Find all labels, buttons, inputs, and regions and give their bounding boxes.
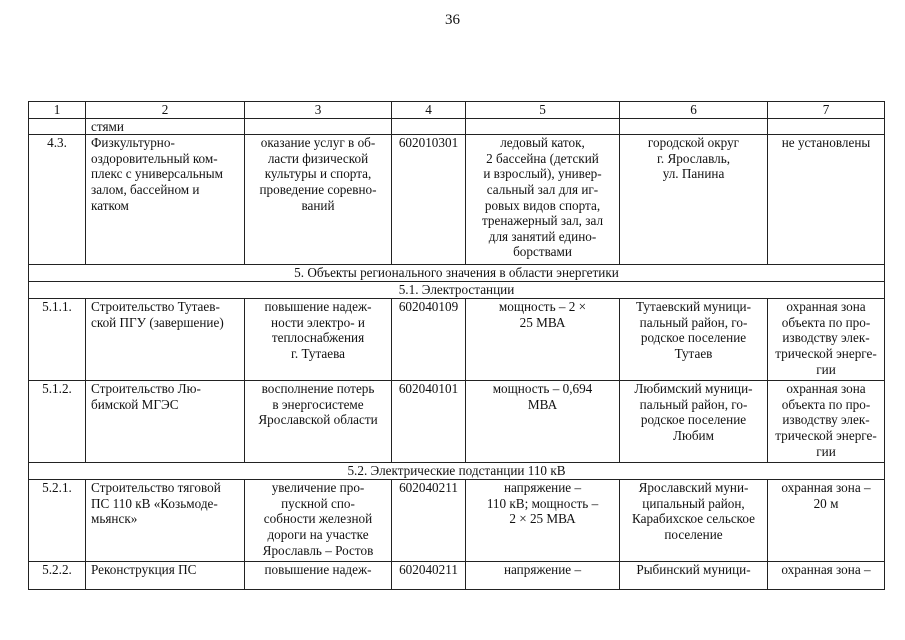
- purpose-cell: [245, 381, 392, 463]
- zone-cell: [768, 299, 885, 381]
- location-line: г. Ярославль,: [656, 150, 731, 166]
- location-cell: [620, 562, 768, 590]
- regional-objects-table: [28, 101, 885, 590]
- purpose-cell: [245, 480, 392, 562]
- object-name-cell: [86, 480, 245, 562]
- table-row: [29, 381, 885, 463]
- purpose-line: повышение надеж-: [264, 299, 372, 315]
- table-row: [29, 562, 885, 590]
- purpose-cell: [245, 562, 392, 590]
- location-line: Карабихское сельское: [631, 511, 756, 527]
- object-name-line: залом, бассейном и: [91, 181, 200, 197]
- table-row: [29, 299, 885, 381]
- zone-line: трической энерге-: [775, 345, 877, 361]
- location-cell: [620, 480, 768, 562]
- page-number: 36: [445, 12, 460, 28]
- location-line: Тутаев: [674, 345, 713, 361]
- purpose-line: ваний: [301, 197, 335, 213]
- zone-cell: [768, 562, 885, 590]
- characteristics-line: мощность – 0,694: [492, 381, 593, 397]
- row-number-cell: 5.1.1.: [29, 299, 86, 381]
- column-header: 4: [392, 102, 466, 119]
- characteristics-line: напряжение –: [503, 562, 582, 578]
- object-name-line: плекс с универсальным: [91, 166, 224, 182]
- purpose-line: теплоснабжения: [271, 330, 365, 346]
- purpose-line: увеличение про-: [271, 480, 365, 496]
- section-title: 5.2. Электрические подстанции 110 кВ: [29, 463, 885, 480]
- purpose-line: Ярославль – Ростов: [262, 542, 374, 558]
- table-row: [29, 480, 885, 562]
- object-name-line: мьянск»: [91, 511, 138, 527]
- characteristics-line: борствами: [513, 244, 572, 260]
- zone-line: гии: [816, 361, 836, 377]
- characteristics-cell: [466, 480, 620, 562]
- column-header: 3: [245, 102, 392, 119]
- characteristics-cell: [466, 135, 620, 265]
- code-cell: 602040109: [392, 299, 466, 381]
- section-title: 5.1. Электростанции: [29, 282, 885, 299]
- continuation-row: [29, 118, 885, 135]
- characteristics-line: 2 бассейна (детский: [486, 150, 599, 166]
- characteristics-line: 110 кВ; мощность –: [486, 495, 599, 511]
- object-name-line: Реконструкция ПС: [91, 562, 197, 578]
- table-row: [29, 135, 885, 265]
- row-number-cell: 4.3.: [29, 135, 86, 265]
- object-name-line: Строительство тяговой: [91, 480, 221, 496]
- characteristics-line: для занятий едино-: [488, 228, 597, 244]
- zone-line: охранная зона –: [781, 480, 871, 496]
- zone-line: изводству элек-: [782, 330, 870, 346]
- column-header: 6: [620, 102, 768, 119]
- zone-line: объекта по про-: [781, 314, 871, 330]
- purpose-line: проведение соревно-: [259, 181, 377, 197]
- location-cell: [620, 299, 768, 381]
- zone-line: охранная зона: [786, 381, 866, 397]
- characteristics-line: 25 МВА: [519, 314, 566, 330]
- zone-line: объекта по про-: [781, 396, 871, 412]
- column-header-row: [29, 102, 885, 119]
- location-cell: [620, 135, 768, 265]
- zone-line: гии: [816, 443, 836, 459]
- location-line: Любимский муници-: [634, 381, 753, 397]
- section-row: [29, 265, 885, 282]
- purpose-line: пускной спо-: [281, 495, 355, 511]
- column-header: 1: [29, 102, 86, 119]
- object-name-cell: [86, 381, 245, 463]
- code-cell: 602010301: [392, 135, 466, 265]
- location-line: Любим: [673, 427, 714, 443]
- code-cell: 602040211: [392, 480, 466, 562]
- location-line: поселение: [664, 526, 723, 542]
- zone-line: не установлены: [781, 135, 871, 151]
- purpose-line: в энергосистеме: [272, 396, 364, 412]
- zone-line: охранная зона –: [781, 562, 871, 578]
- object-name-line: катком: [91, 197, 129, 213]
- object-name-line: Строительство Тутаев-: [91, 299, 220, 315]
- section-row: [29, 463, 885, 480]
- section-row: [29, 282, 885, 299]
- purpose-line: дороги на участке: [267, 526, 369, 542]
- continuation-text: стями: [86, 118, 245, 135]
- row-number-cell: 5.2.1.: [29, 480, 86, 562]
- code-cell: 602040101: [392, 381, 466, 463]
- location-line: родское поселение: [640, 330, 747, 346]
- characteristics-line: МВА: [527, 396, 558, 412]
- location-line: родское поселение: [640, 412, 747, 428]
- column-header: 2: [86, 102, 245, 119]
- zone-line: 20 м: [813, 495, 839, 511]
- purpose-line: культуры и спорта,: [264, 166, 372, 182]
- zone-line: охранная зона: [786, 299, 866, 315]
- location-line: ул. Панина: [662, 166, 725, 182]
- purpose-line: ласти физической: [267, 150, 369, 166]
- object-name-cell: [86, 299, 245, 381]
- zone-line: трической энерге-: [775, 427, 877, 443]
- object-name-line: ской ПГУ (завершение): [91, 314, 224, 330]
- location-line: Тутаевский муници-: [635, 299, 751, 315]
- zone-cell: [768, 135, 885, 265]
- location-line: Рыбинский муници-: [636, 562, 751, 578]
- object-name-line: бимской МГЭС: [91, 396, 179, 412]
- location-cell: [620, 381, 768, 463]
- continuation-num-cell: [29, 118, 86, 135]
- characteristics-cell: [466, 299, 620, 381]
- object-name-cell: [86, 562, 245, 590]
- purpose-line: восполнение потерь: [261, 381, 375, 397]
- object-name-line: оздоровительный ком-: [91, 150, 218, 166]
- characteristics-cell: [466, 381, 620, 463]
- location-line: пальный район, го-: [639, 396, 748, 412]
- section-title: 5. Объекты регионального значения в области энергетики: [29, 265, 885, 282]
- characteristics-line: сальный зал для иг-: [486, 181, 599, 197]
- location-line: пальный район, го-: [639, 314, 748, 330]
- object-name-line: ПС 110 кВ «Козьмоде-: [91, 495, 218, 511]
- purpose-line: г. Тутаева: [290, 345, 346, 361]
- zone-cell: [768, 480, 885, 562]
- row-number-cell: 5.1.2.: [29, 381, 86, 463]
- purpose-line: ности электро- и: [271, 314, 365, 330]
- purpose-cell: [245, 299, 392, 381]
- characteristics-line: 2 × 25 МВА: [509, 511, 576, 527]
- column-header: 5: [466, 102, 620, 119]
- object-name-line: Физкультурно-: [91, 135, 175, 151]
- characteristics-line: ровых видов спорта,: [484, 197, 601, 213]
- row-number-cell: 5.2.2.: [29, 562, 86, 590]
- purpose-cell: [245, 135, 392, 265]
- column-header: 7: [768, 102, 885, 119]
- characteristics-cell: [466, 562, 620, 590]
- purpose-line: собности железной: [263, 511, 373, 527]
- characteristics-line: ледовый каток,: [500, 135, 585, 151]
- characteristics-line: и взрослый), универ-: [483, 166, 602, 182]
- object-name-line: Строительство Лю-: [91, 381, 201, 397]
- location-line: Ярославский муни-: [638, 480, 749, 496]
- characteristics-line: тренажерный зал, зал: [481, 213, 604, 229]
- purpose-line: оказание услуг в об-: [260, 135, 376, 151]
- location-line: городской округ: [647, 135, 740, 151]
- purpose-line: Ярославской области: [258, 412, 378, 428]
- purpose-line: повышение надеж-: [264, 562, 372, 578]
- object-name-cell: [86, 135, 245, 265]
- characteristics-line: напряжение –: [503, 480, 582, 496]
- characteristics-line: мощность – 2 ×: [498, 299, 587, 315]
- location-line: ципальный район,: [642, 495, 745, 511]
- zone-line: изводству элек-: [782, 412, 870, 428]
- code-cell: 602040211: [392, 562, 466, 590]
- zone-cell: [768, 381, 885, 463]
